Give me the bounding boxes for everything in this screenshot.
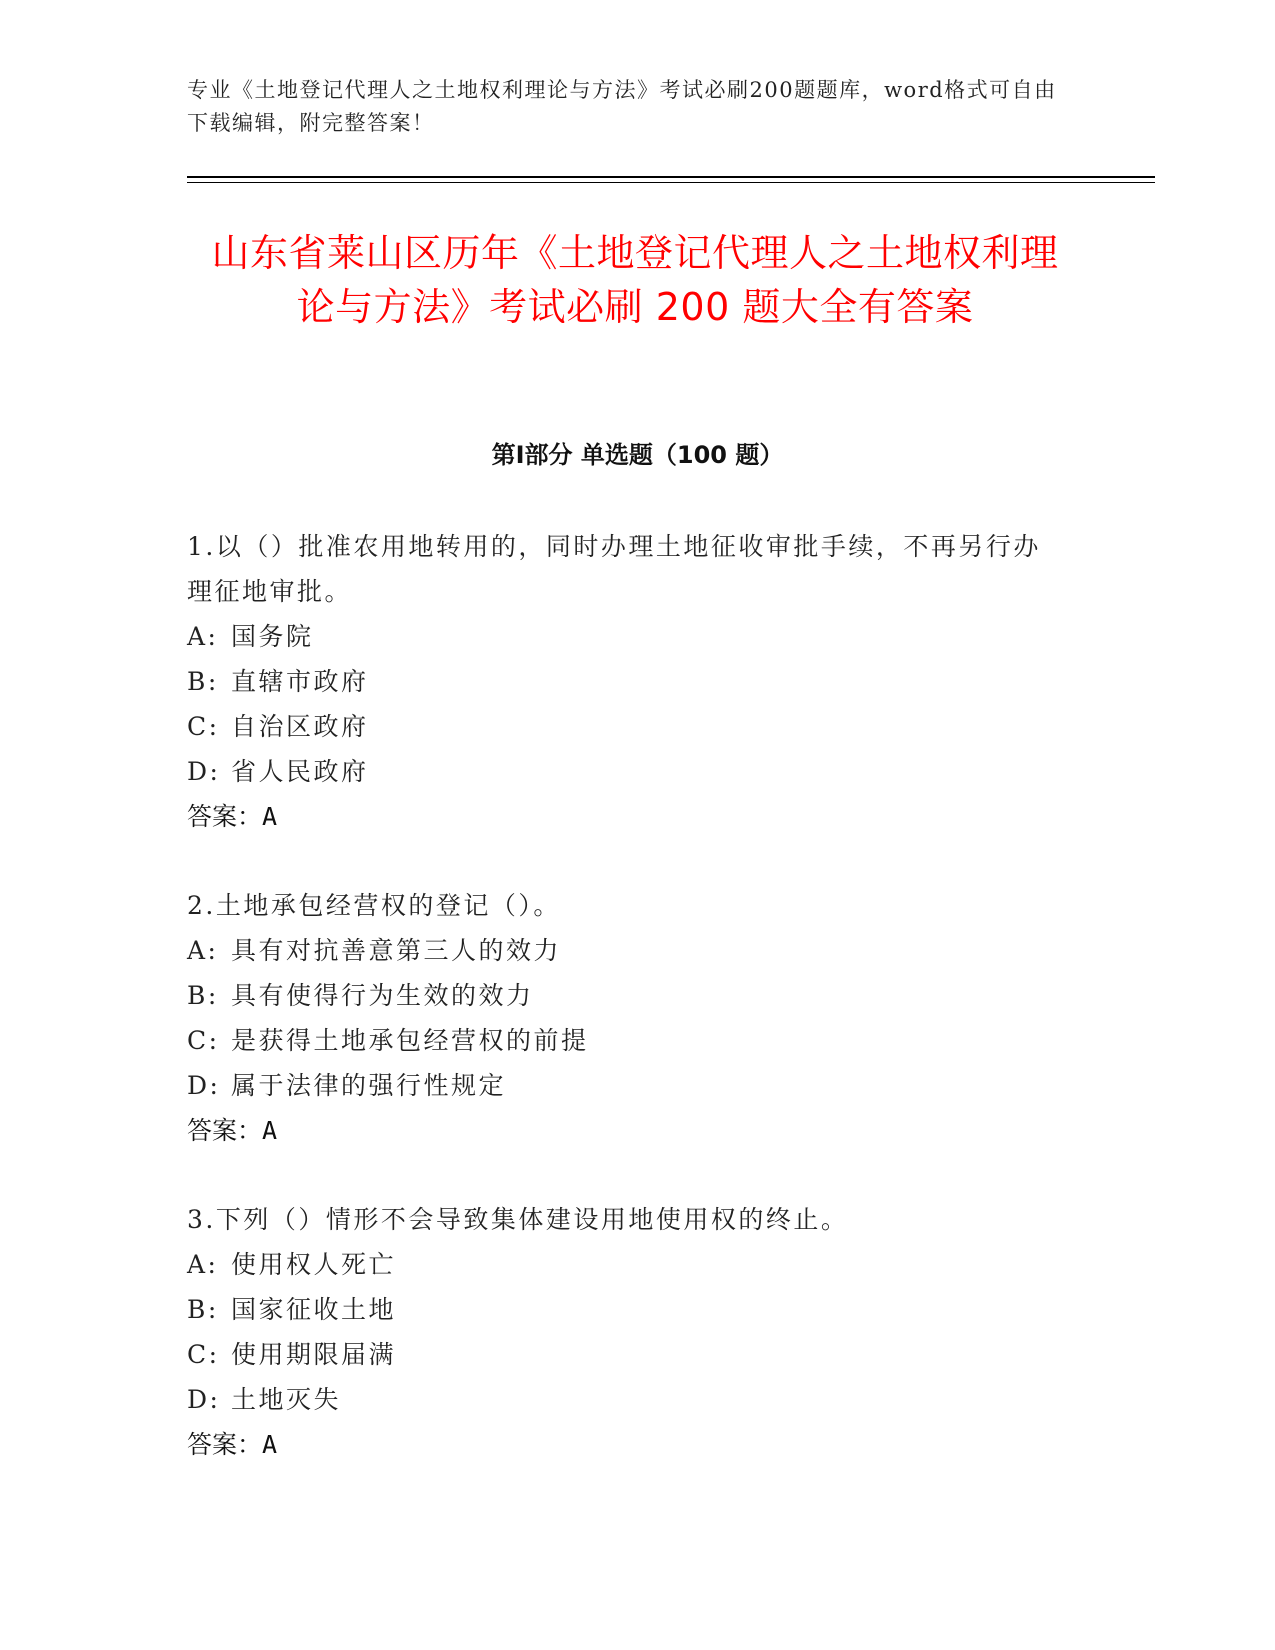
option-text: 国务院 (231, 622, 314, 651)
question-stem: 2.土地承包经营权的登记（）。 (187, 891, 561, 920)
option-letter: C: (187, 712, 220, 741)
answer-label: 答案： (187, 802, 263, 831)
question-2 (187, 883, 1067, 1153)
option-d (187, 749, 1067, 794)
option-text: 使用权人死亡 (231, 1250, 397, 1279)
section-title: 第Ⅰ部分 单选题（100 题） (491, 441, 784, 469)
option-letter: D: (187, 1385, 221, 1414)
option-text: 具有对抗善意第三人的效力 (231, 936, 562, 965)
option-text: 直辖市政府 (231, 667, 369, 696)
option-b (187, 973, 1067, 1018)
option-d (187, 1063, 1067, 1108)
document-title: 山东省莱山区历年《土地登记代理人之土地权利理论与方法》考试必刷 200 题大全有答案 (211, 231, 1059, 329)
option-c (187, 1332, 1067, 1377)
option-text: 自治区政府 (231, 712, 369, 741)
question-stem: 3.下列（）情形不会导致集体建设用地使用权的终止。 (187, 1205, 849, 1234)
option-letter: D: (187, 757, 221, 786)
option-a (187, 928, 1067, 973)
option-letter: A: (187, 936, 219, 965)
answer-line (187, 794, 1067, 839)
option-a (187, 1242, 1067, 1287)
option-d (187, 1377, 1067, 1422)
option-letter: D: (187, 1071, 221, 1100)
option-b (187, 659, 1067, 704)
option-text: 省人民政府 (231, 757, 369, 786)
option-text: 具有使得行为生效的效力 (231, 981, 534, 1010)
option-letter: C: (187, 1026, 220, 1055)
question-1 (187, 524, 1067, 839)
option-c (187, 704, 1067, 749)
question-stem: 1.以（）批准农用地转用的，同时办理土地征收审批手续，不再另行办理征地审批。 (187, 532, 1041, 606)
option-letter: A: (187, 1250, 219, 1279)
option-text: 属于法律的强行性规定 (231, 1071, 507, 1100)
option-a (187, 614, 1067, 659)
option-b (187, 1287, 1067, 1332)
option-text: 是获得土地承包经营权的前提 (231, 1026, 589, 1055)
header-note: 专业《土地登记代理人之土地权利理论与方法》考试必刷200题题库，word格式可自由下载编辑，附完整答案！ (187, 78, 1057, 135)
header-divider-thin (187, 182, 1155, 183)
header-divider-thick (187, 176, 1155, 178)
option-text: 使用期限届满 (231, 1340, 397, 1369)
answer-value: A (262, 1430, 278, 1459)
answer-line (187, 1108, 1067, 1153)
answer-value: A (262, 1116, 278, 1145)
option-text: 土地灭失 (231, 1385, 342, 1414)
answer-line (187, 1422, 1067, 1467)
option-letter: A: (187, 622, 219, 651)
answer-label: 答案： (187, 1430, 263, 1459)
option-letter: B: (187, 981, 219, 1010)
question-list (187, 524, 1067, 1511)
option-c (187, 1018, 1067, 1063)
option-text: 国家征收土地 (231, 1295, 397, 1324)
answer-label: 答案： (187, 1116, 263, 1145)
answer-value: A (262, 802, 278, 831)
option-letter: B: (187, 1295, 219, 1324)
option-letter: C: (187, 1340, 220, 1369)
question-3 (187, 1197, 1067, 1467)
option-letter: B: (187, 667, 219, 696)
